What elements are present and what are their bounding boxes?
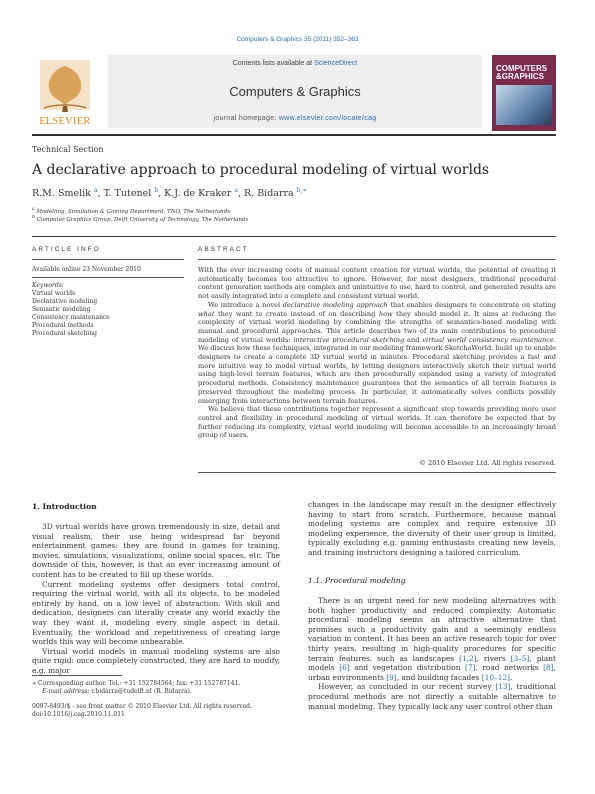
citation-link[interactable]: [8] (543, 663, 554, 673)
contents-line (108, 60, 482, 67)
text-run: . We discuss how these techniques, integrated in our modeling framework SketchaWorld, build up to enable designers to create a complete 3D virtual world in minutes. Procedural sketching provides a fast and more intuitive way to model virtual worlds, by letting designers interactively sketch their virtual world using high-level terrain features, which are then procedurally expanded using a variety of integrated procedural methods. Consistency maintenance guarantees that the semantics of all terrain features is preserved throughout the modeling process. In particular, it automatically solves conflicts possibly emerging from interactions between terrain features. (198, 335, 557, 405)
section-rule (32, 236, 556, 237)
text-run: , plant models (308, 653, 556, 673)
footnote-corresponding: ∗ Corresponding author. Tel.: +31 152784564; fax: +31 152787141. (32, 680, 241, 687)
citation-link[interactable]: [10–12] (481, 672, 511, 682)
author-separator: , (237, 188, 244, 200)
author-name: R.M. Smelik (32, 188, 91, 200)
body-paragraph: Virtual world models in manual modeling systems are also quite rigid: once completely constructed, they are hard to modify, e.g. major (32, 646, 280, 675)
article-info-rule (32, 259, 184, 260)
text-run: , road networks (475, 663, 544, 673)
body-paragraph (32, 580, 280, 647)
emphasis: what (198, 309, 215, 318)
contents-prefix: Contents lists available at (232, 60, 315, 67)
body-paragraph (308, 596, 556, 682)
author-name: R. Bidarra (244, 188, 294, 200)
affiliation (32, 215, 248, 223)
author[interactable] (244, 188, 307, 199)
keyword: Procedural sketching (32, 330, 97, 337)
keyword-list (32, 290, 110, 338)
body-paragraph (308, 682, 556, 711)
affiliation-sup: a (32, 207, 35, 212)
citation-link[interactable]: [6] (339, 663, 350, 673)
front-matter-line: 0097-8493/$ - see front matter © 2010 Elsevier Ltd. All rights reserved. (32, 703, 252, 710)
citation-link[interactable]: [13] (495, 682, 511, 692)
text-run: However, as concluded in our recent survey (318, 682, 496, 692)
homepage-link[interactable]: www.elsevier.com/locate/cag (278, 115, 377, 122)
text-run: There is an urgent need for new modeling alternatives with both higher productivity and reduced complexity. Automatic procedural modeling seems an attractive alternative that promises such a productivity gain and a seemingly endless variation in content. It has been an active research topic for over thirty years, resulting in high-quality procedures for specific terrain features, such as landscapes (308, 596, 556, 663)
abstract-body (198, 266, 556, 440)
introduction-heading: 1. Introduction (32, 502, 97, 511)
emphasis: control (250, 579, 278, 589)
affiliation-sup: b (32, 215, 35, 220)
text-run: We introduce a novel (208, 300, 283, 309)
footnote (32, 680, 240, 696)
keyword: Procedural methods (32, 322, 94, 329)
author[interactable] (164, 188, 244, 199)
keyword: Virtual worlds (32, 290, 76, 297)
text-run: and vegetation distribution (349, 663, 465, 673)
keywords-heading: Keywords: (32, 282, 64, 289)
abstract-rule (198, 259, 556, 260)
article-identifiers (32, 703, 252, 719)
text-run: , and building facades (396, 672, 482, 682)
doi-line[interactable]: doi:10.1016/j.cag.2010.11.011 (32, 710, 125, 718)
right-column-body (308, 500, 556, 558)
text-run: and (404, 335, 423, 344)
citation-link[interactable]: [1,2] (459, 653, 477, 663)
body-paragraph: changes in the landscape may result in the designer effectively having to start from scratch. Furthermore, because manual modeling systems are complex and require extensive 3D modeling experience, the diversity of their user group is limited, typically excluding e.g. gaming enthusiasts creating new levels, and training instructors designing a tailored curriculum. (308, 500, 556, 557)
body-paragraph: 3D virtual worlds have grown tremendously in size, detail and visual realism, their use being widespread far beyond entertainment games: they are found in games for training, movies, simulations, visualizations, online social spaces, etc. The downside of this, however, is that an ever increasing amount of content has to be created to fill up these worlds. (32, 522, 280, 579)
keyword: Semantic modeling (32, 306, 91, 313)
affiliation-text: Computer Graphics Group, Delft University of Technology, The Netherlands (36, 216, 249, 223)
left-column-body (32, 522, 280, 676)
author-name: K.J. de Kraker (164, 188, 232, 200)
abstract-heading: ABSTRACT (198, 246, 249, 253)
keyword: Consistency maintenance (32, 314, 110, 321)
text-run: that enables designers to concentrate on stating (387, 300, 556, 309)
header-rule (32, 134, 556, 136)
email-address[interactable]: r.bidarra@tudelft.nl (R. Bidarra). (91, 687, 192, 695)
journal-title: Computers & Graphics (229, 84, 361, 99)
affiliation-text: Modelling, Simulation & Gaming Department, TNO, The Netherlands (36, 208, 231, 215)
copyright-notice: © 2010 Elsevier Ltd. All rights reserved. (419, 459, 556, 467)
abstract-rule (198, 472, 556, 473)
article-info-rule (32, 277, 184, 278)
cover-image (496, 85, 552, 125)
emphasis: virtual world consistency maintenance (422, 335, 554, 344)
text-run: Current modeling systems offer designers total (42, 579, 251, 589)
subsection-body (308, 596, 556, 711)
citation-link[interactable]: [3–5] (510, 653, 530, 663)
available-online: Available online 23 November 2010 (32, 266, 141, 273)
abstract-paragraph: We believe that these contributions together represent a significant step towards providing more user control and flexibility in procedural modeling of virtual worlds. It can therefore be expected that by further reducing its complexity, virtual world modeling will become accessible to an increasingly broad group of users. (198, 405, 556, 440)
text-run: they should model it. It aims at reducing the complexity of virtual world modeling by combining the strengths of semantics-based modeling with manual and procedural approaches. This article describes two of its main contributions to procedural modeling of virtual worlds: (198, 309, 556, 344)
journal-cover[interactable] (492, 55, 556, 131)
text-run: , rivers (476, 653, 511, 663)
article-info-heading: ARTICLE INFO (32, 246, 101, 253)
footnote-email (32, 688, 240, 696)
footnote-rule (32, 675, 122, 676)
author-separator: , (158, 188, 165, 200)
journal-homepage (108, 115, 482, 122)
text-run: they want to create instead of on describing (214, 309, 379, 318)
affiliation (32, 207, 230, 215)
keyword: Declarative modeling (32, 298, 98, 305)
citation-link[interactable]: [7] (465, 663, 476, 673)
cover-title-line: &GRAPHICS (496, 72, 545, 81)
emphasis: how (378, 309, 393, 318)
author-affiliation-sup[interactable]: a (93, 187, 98, 194)
text-run: , urban environments (308, 663, 556, 682)
citation-link[interactable]: [9] (386, 672, 397, 682)
author-affiliation-sup[interactable]: b (154, 187, 159, 194)
subsection-heading: 1.1. Procedural modeling (308, 576, 406, 585)
author[interactable] (32, 188, 104, 199)
text-run: , requiring the virtual world, with all its objects, to be modeled entirely by hand, on a low level of abstraction. With skill and dedication, designers can literally create any world exactly the way they want it, modeling every single aspect in detail. Eventually, the workload and repetitiveness of creating large worlds this way will become unbearable. (32, 579, 280, 647)
homepage-prefix: journal homepage: (213, 115, 279, 122)
text-run: . (510, 672, 513, 682)
sciencedirect-link[interactable]: ScienceDirect (314, 60, 358, 67)
author-name: T. Tutenel (103, 188, 152, 200)
author-affiliation-sup[interactable]: a (234, 187, 238, 194)
author-separator: , (97, 188, 104, 200)
section-label: Technical Section (32, 145, 104, 154)
author-affiliation-sup[interactable]: b,∗ (296, 187, 307, 194)
cover-title-line: COMPUTERS (496, 64, 548, 73)
author[interactable] (104, 188, 165, 199)
author-list (32, 187, 307, 199)
text-run: , traditional procedural methods are not directly a suitable alternative to manual modeling. They typically lack any user control other than (308, 682, 556, 711)
cover-title (496, 65, 547, 81)
emphasis: interactive procedural sketching (293, 335, 405, 344)
article-title: A declarative approach to procedural modeling of virtual worlds (32, 162, 490, 178)
publisher-name: ELSEVIER (39, 116, 91, 127)
emphasis: declarative modeling approach (282, 300, 388, 309)
email-label: E-mail address: (42, 687, 90, 695)
abstract-paragraph: With the ever increasing costs of manual content creation for virtual worlds, the potential of creating it automatically becomes too attractive to ignore. However, for most designers, traditional procedural content generation methods are complex and unintuitive to use, hard to control, and generated results are not easily integrated into a complete and consistent virtual world. (198, 266, 556, 301)
abstract-paragraph (198, 301, 556, 405)
journal-reference[interactable]: Computers & Graphics 35 (2011) 352–363 (236, 36, 359, 43)
